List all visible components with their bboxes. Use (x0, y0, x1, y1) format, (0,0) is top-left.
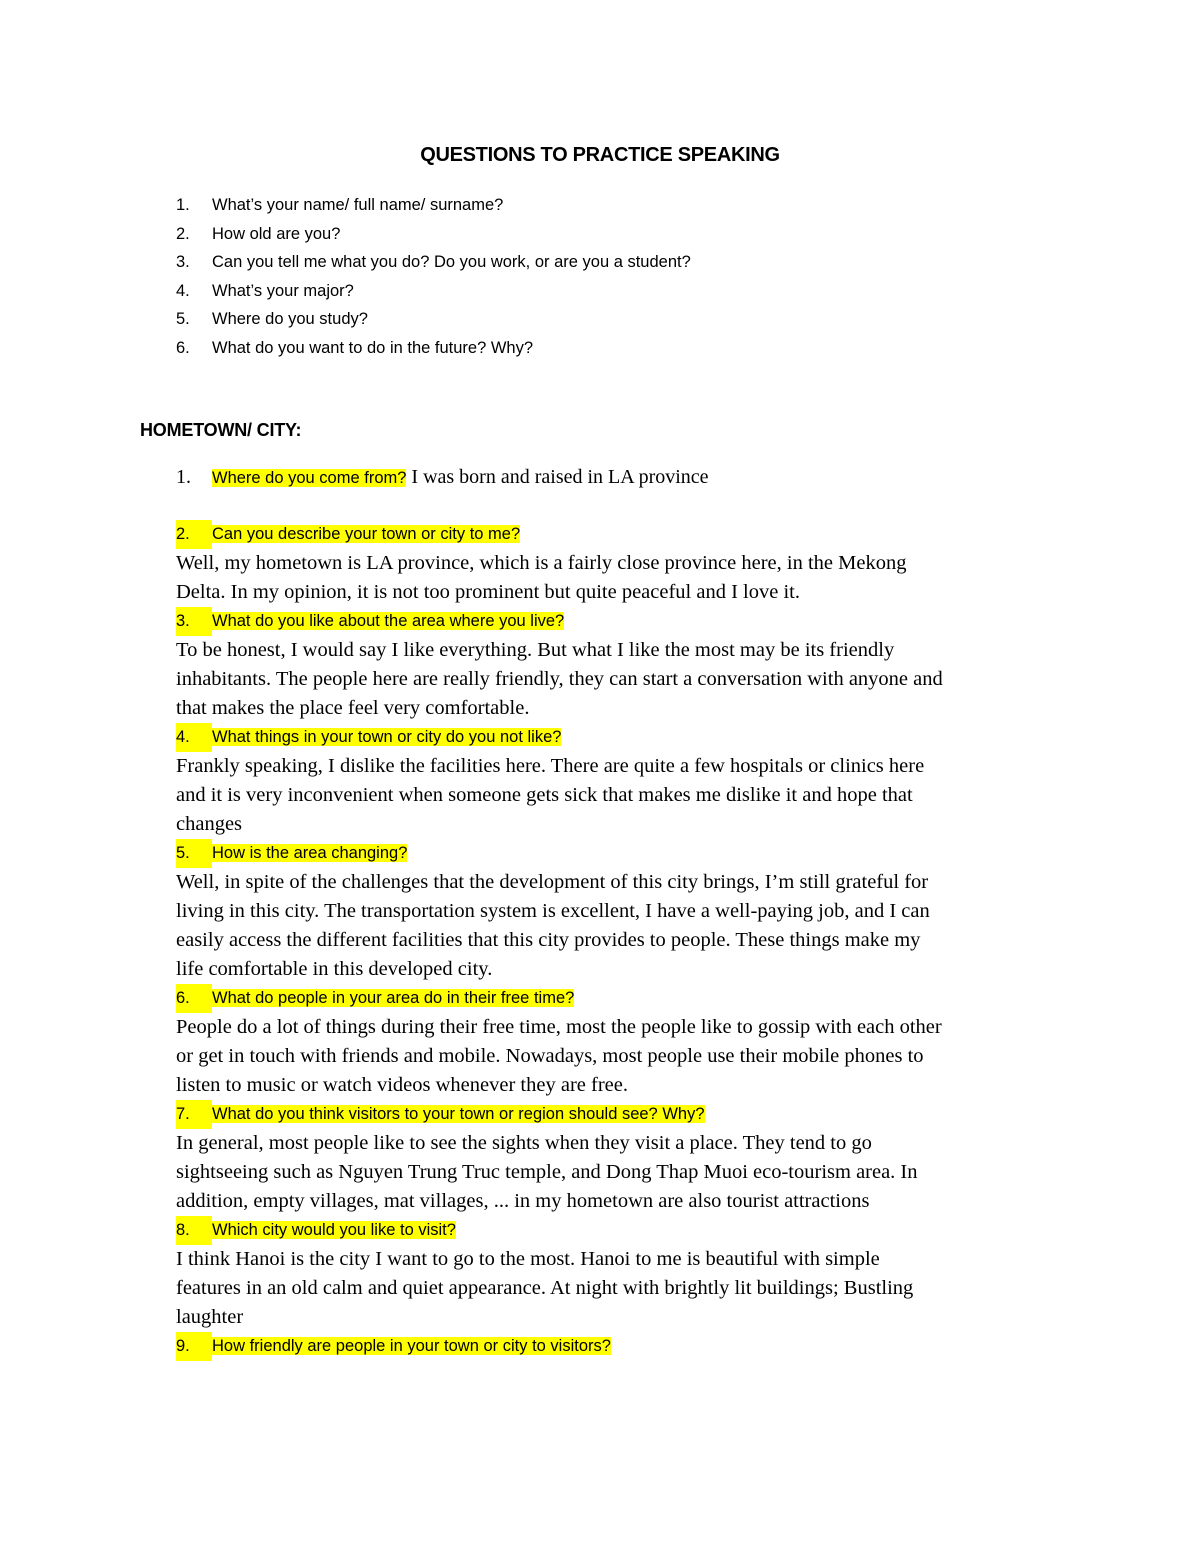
first-question-row (176, 462, 709, 492)
answer-line: listen to music or watch videos whenever they are free. (176, 1074, 628, 1096)
intro-question-list (176, 191, 691, 362)
question-row (176, 984, 1076, 1013)
answer-line: life comfortable in this developed city. (176, 958, 493, 980)
highlighted-question: How is the area changing? (212, 844, 408, 862)
answer-paragraph (176, 636, 1076, 723)
highlighted-question: Can you describe your town or city to me? (212, 525, 521, 543)
page-title: QUESTIONS TO PRACTICE SPEAKING (420, 144, 780, 166)
list-number: 3. (176, 607, 212, 636)
list-number: 1. (176, 466, 191, 488)
list-number: 3. (176, 253, 190, 271)
question-text: Can you tell me what you do? Do you work, or are you a student? (212, 253, 691, 271)
highlighted-question: Where do you come from? (212, 469, 407, 487)
list-item (176, 248, 691, 277)
answer-line: that makes the place feel very comfortable. (176, 697, 530, 719)
question-row (176, 1216, 1076, 1245)
answer-line: Delta. In my opinion, it is not too prominent but quite peaceful and I love it. (176, 581, 800, 603)
answer-text: I was born and raised in LA province (406, 466, 709, 488)
list-number: 5. (176, 310, 190, 328)
highlighted-question: What do you think visitors to your town or region should see? Why? (212, 1105, 705, 1123)
answer-line: Frankly speaking, I dislike the facilities here. There are quite a few hospitals or clinics here (176, 755, 925, 777)
highlighted-question: What things in your town or city do you not like? (212, 728, 562, 746)
answer-paragraph (176, 752, 1076, 839)
question-row (176, 1100, 1076, 1129)
answer-paragraph (176, 1013, 1076, 1100)
answer-line: changes (176, 813, 243, 835)
highlighted-question: How friendly are people in your town or city to visitors? (212, 1337, 611, 1355)
question-row (176, 839, 1076, 868)
list-item (176, 277, 691, 306)
answer-line: laughter (176, 1306, 244, 1328)
highlighted-question: What do you like about the area where you live? (212, 612, 565, 630)
answer-line: People do a lot of things during their free time, most the people like to gossip with each other (176, 1016, 942, 1038)
answer-line: I think Hanoi is the city I want to go to the most. Hanoi to me is beautiful with simple (176, 1248, 880, 1270)
question-row (176, 607, 1076, 636)
list-number: 9. (176, 1332, 212, 1361)
list-item (176, 191, 691, 220)
list-number: 6. (176, 338, 190, 357)
list-number: 1. (176, 196, 190, 214)
answer-line: and it is very inconvenient when someone gets sick that makes me dislike it and hope that (176, 784, 913, 806)
answer-line: addition, empty villages, mat villages, ... in my hometown are also tourist attractions (176, 1190, 870, 1212)
answer-line: Well, in spite of the challenges that the development of this city brings, I’m still grateful for (176, 871, 929, 893)
question-text: How old are you? (212, 224, 341, 243)
answer-line: Well, my hometown is LA province, which is a fairly close province here, in the Mekong (176, 552, 907, 574)
answer-line: living in this city. The transportation system is excellent, I have a well-paying job, and I can (176, 900, 930, 922)
answer-line: features in an old calm and quiet appearance. At night with brightly lit buildings; Bustling (176, 1277, 914, 1299)
list-number: 5. (176, 839, 212, 868)
answer-paragraph (176, 868, 1076, 984)
list-number: 2. (176, 520, 212, 549)
list-number: 4. (176, 281, 190, 300)
answer-line: To be honest, I would say I like everything. But what I like the most may be its friendly (176, 639, 895, 661)
answer-line: inhabitants. The people here are really friendly, they can start a conversation with anyone and (176, 668, 943, 690)
list-number: 7. (176, 1100, 212, 1129)
highlighted-question: What do people in your area do in their free time? (212, 989, 575, 1007)
list-item (176, 334, 691, 363)
answer-paragraph (176, 1245, 1076, 1332)
question-row (176, 723, 1076, 752)
question-row (176, 1332, 1076, 1361)
qa-block (176, 520, 1076, 1361)
highlighted-question: Which city would you like to visit? (212, 1221, 456, 1239)
list-item (176, 220, 691, 249)
answer-paragraph (176, 1129, 1076, 1216)
question-text: What do you want to do in the future? Why? (212, 338, 534, 357)
question-text: What’s your name/ full name/ surname? (212, 196, 504, 214)
answer-line: or get in touch with friends and mobile. Nowadays, most people use their mobile phones to (176, 1045, 924, 1067)
question-text: Where do you study? (212, 310, 368, 328)
list-number: 4. (176, 723, 212, 752)
list-item (176, 305, 691, 334)
answer-paragraph (176, 549, 1076, 607)
list-number: 8. (176, 1216, 212, 1245)
answer-line: sightseeing such as Nguyen Trung Truc temple, and Dong Thap Muoi eco-tourism area. In (176, 1161, 918, 1183)
answer-line: In general, most people like to see the sights when they visit a place. They tend to go (176, 1132, 872, 1154)
list-number: 2. (176, 224, 190, 243)
section-heading: HOMETOWN/ CITY: (140, 420, 302, 440)
question-text: What’s your major? (212, 281, 354, 300)
list-number: 6. (176, 984, 212, 1013)
answer-line: easily access the different facilities that this city provides to people. These things make my (176, 929, 921, 951)
question-row (176, 520, 1076, 549)
